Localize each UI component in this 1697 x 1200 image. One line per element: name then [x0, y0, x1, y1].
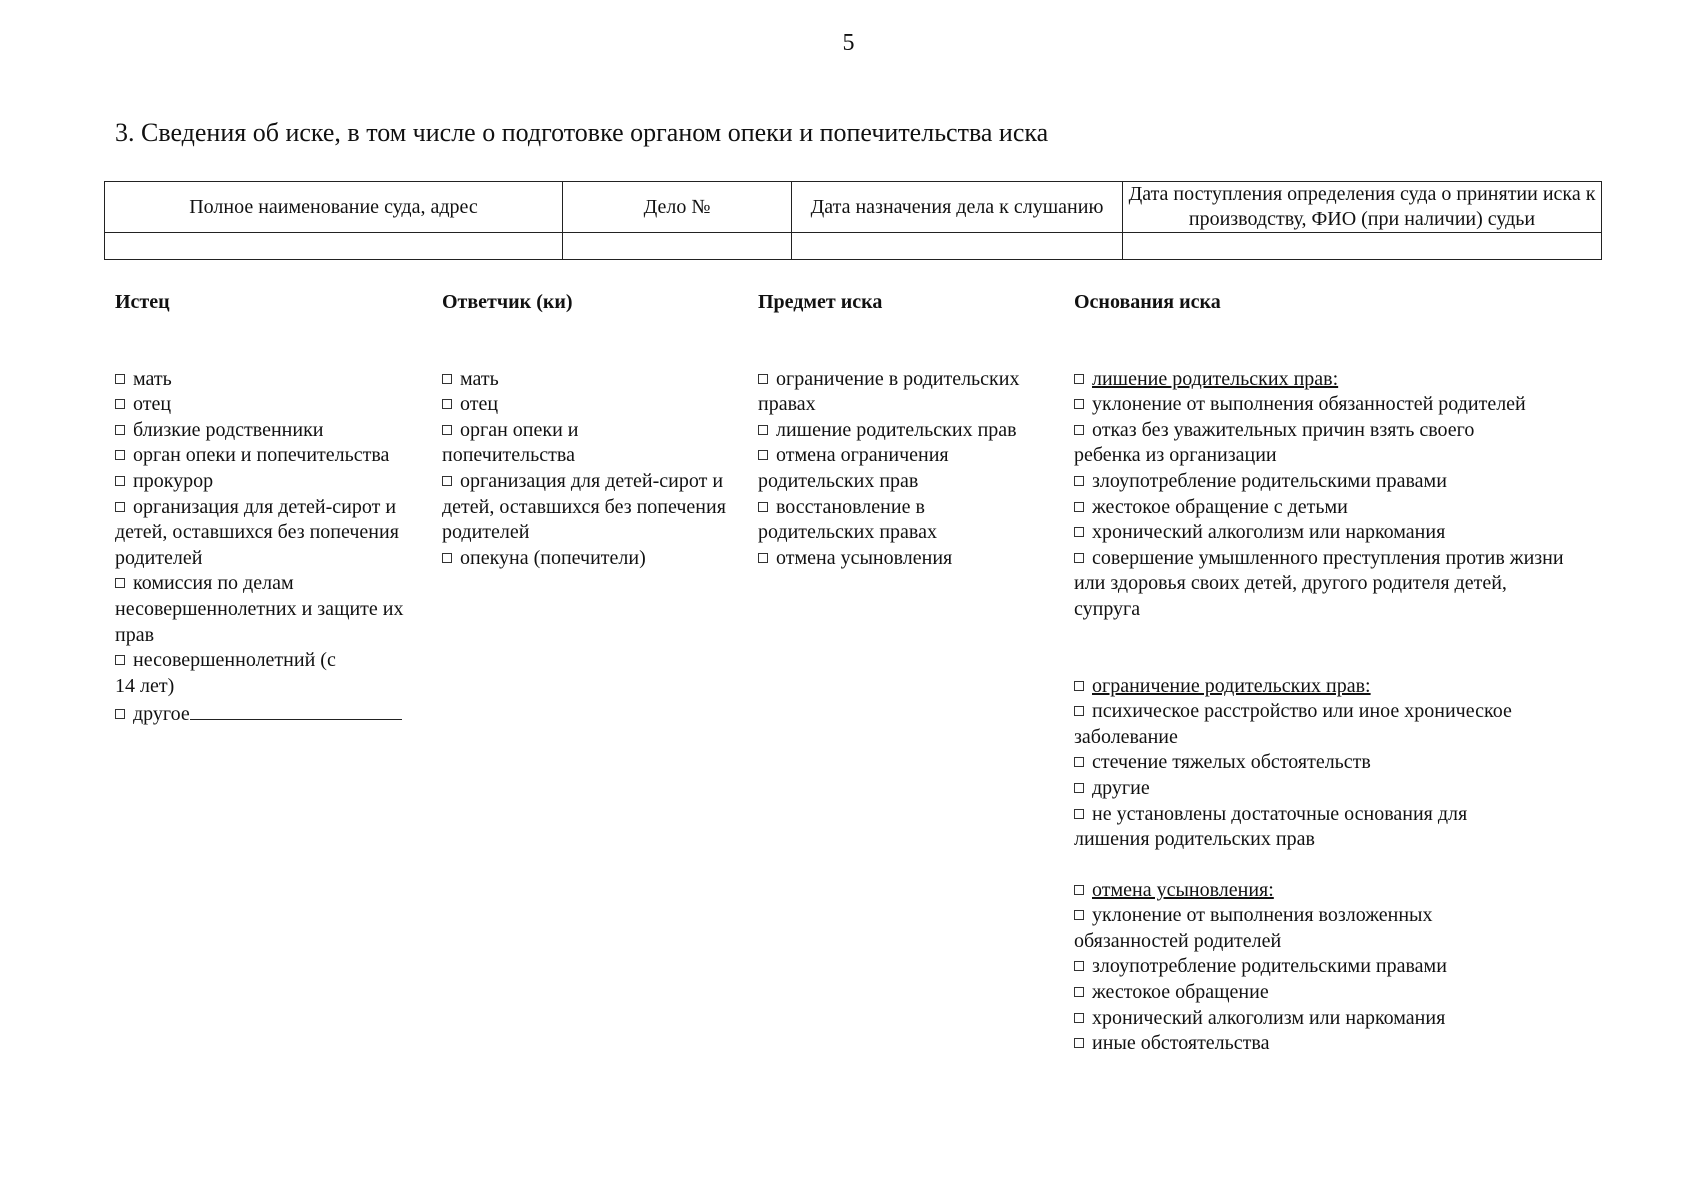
checkbox-icon[interactable] [1074, 527, 1084, 537]
subject-column [758, 290, 1058, 571]
case-number-header: Дело № [563, 182, 792, 233]
option-label: совершение умышленного преступления против жизни или здоровья своих детей, другого родителя детей, супруга [1074, 546, 1564, 620]
grounds-heading: Основания иска [1074, 291, 1221, 313]
checkbox-icon[interactable] [442, 374, 452, 384]
option-label: несовершеннолетний (с 14 лет) [115, 649, 336, 697]
option-label: отмена ограничения родительских прав [758, 444, 949, 492]
subject-options [758, 367, 1058, 572]
option-label: хронический алкоголизм или наркомания [1092, 1006, 1446, 1029]
court-info-table [104, 181, 1602, 260]
checkbox-icon[interactable] [115, 425, 125, 435]
list-item[interactable] [1074, 980, 1594, 1006]
list-item[interactable] [1074, 954, 1594, 980]
list-item[interactable] [442, 392, 742, 418]
checkbox-icon[interactable] [442, 476, 452, 486]
option-label: не установлены достаточные основания для лишения родительских прав [1074, 802, 1468, 851]
list-item[interactable] [115, 392, 420, 418]
option-label: злоупотребление родительскими правами [1092, 955, 1447, 978]
list-item[interactable] [758, 367, 1058, 418]
option-label: комиссия по делам несовершеннолетних и защите их прав [115, 572, 404, 646]
grounds-options [1074, 367, 1594, 623]
checkbox-icon[interactable] [1074, 476, 1084, 486]
defendant-column [442, 290, 742, 571]
option-label: мать [133, 367, 172, 390]
grounds-group-deprivation [1074, 367, 1594, 623]
checkbox-icon[interactable] [1074, 1038, 1084, 1048]
checkbox-icon[interactable] [115, 578, 125, 588]
list-item[interactable] [115, 469, 420, 495]
option-label: другое [133, 703, 190, 726]
list-item[interactable] [1074, 750, 1594, 776]
option-label: лишение родительских прав [776, 418, 1017, 441]
checkbox-icon[interactable] [115, 709, 125, 719]
checkbox-icon[interactable] [115, 502, 125, 512]
list-item[interactable] [115, 418, 420, 444]
list-item[interactable] [442, 469, 742, 546]
list-item[interactable] [115, 367, 420, 393]
group-title: ограничение родительских прав: [1092, 674, 1371, 697]
checkbox-icon[interactable] [442, 425, 452, 435]
court-table-header-row [105, 182, 1602, 233]
checkbox-icon[interactable] [758, 553, 768, 563]
list-item[interactable] [758, 495, 978, 546]
option-label: ограничение в родительских правах [758, 367, 1020, 416]
checkbox-icon[interactable] [1074, 553, 1084, 563]
list-item[interactable] [1074, 418, 1544, 469]
list-item[interactable] [1074, 674, 1594, 700]
group-title: отмена усыновления: [1092, 878, 1274, 901]
checkbox-icon[interactable] [1074, 1013, 1084, 1023]
plaintiff-heading: Истец [115, 291, 170, 313]
list-item[interactable] [1074, 878, 1594, 904]
checkbox-icon[interactable] [1074, 425, 1084, 435]
checkbox-icon[interactable] [1074, 706, 1084, 716]
hearing-date-header: Дата назначения дела к слушанию [792, 182, 1123, 233]
list-item[interactable] [115, 495, 420, 572]
option-label: жестокое обращение с детьми [1092, 495, 1348, 518]
list-item[interactable] [1074, 802, 1524, 853]
checkbox-icon[interactable] [115, 476, 125, 486]
option-label: злоупотребление родительскими правами [1092, 469, 1447, 492]
list-item[interactable] [758, 443, 978, 494]
list-item[interactable] [1074, 903, 1484, 954]
list-item[interactable] [1074, 699, 1564, 750]
option-label: стечение тяжелых обстоятельств [1092, 751, 1371, 774]
checkbox-icon[interactable] [115, 374, 125, 384]
option-label: отец [460, 393, 499, 416]
checkbox-icon[interactable] [1074, 961, 1084, 971]
checkbox-icon[interactable] [1074, 502, 1084, 512]
list-item[interactable] [1074, 367, 1594, 393]
option-label: уклонение от выполнения обязанностей родителей [1092, 393, 1526, 416]
option-label: отмена усыновления [776, 546, 953, 569]
hearing-date-cell[interactable] [792, 233, 1123, 260]
list-item[interactable] [115, 699, 420, 728]
checkbox-icon[interactable] [1074, 783, 1084, 793]
list-item[interactable] [1074, 546, 1564, 623]
option-label: опекуна (попечители) [460, 546, 646, 569]
group-title: лишение родительских прав: [1092, 367, 1339, 390]
list-item[interactable] [1074, 776, 1594, 802]
list-item[interactable] [1074, 495, 1594, 521]
defendant-heading: Ответчик (ки) [442, 291, 573, 313]
checkbox-icon[interactable] [115, 655, 125, 665]
list-item[interactable] [115, 443, 420, 469]
list-item[interactable] [1074, 1031, 1594, 1057]
list-item[interactable] [758, 418, 1058, 444]
list-item[interactable] [442, 418, 612, 469]
list-item[interactable] [1074, 392, 1594, 418]
list-item[interactable] [1074, 469, 1594, 495]
checkbox-icon[interactable] [1074, 757, 1084, 767]
court-table-row [105, 233, 1602, 260]
option-label: близкие родственники [133, 418, 324, 441]
option-label: организация для детей-сирот и детей, оставшихся без попечения родителей [442, 469, 726, 544]
checkbox-icon[interactable] [758, 450, 768, 460]
grounds-options [1074, 878, 1594, 1057]
option-label: мать [460, 367, 499, 390]
list-item[interactable] [115, 571, 420, 648]
grounds-column [1074, 290, 1594, 1057]
checkbox-icon[interactable] [1074, 910, 1084, 920]
checkbox-icon[interactable] [1074, 885, 1084, 895]
ruling-date-judge-header: Дата поступления определения суда о принятии иска к производству, ФИО (при наличии) судьи [1123, 182, 1602, 233]
checkbox-icon[interactable] [758, 374, 768, 384]
grounds-options [1074, 674, 1594, 853]
page-number: 5 [842, 30, 855, 56]
checkbox-icon[interactable] [115, 450, 125, 460]
case-number-cell[interactable] [563, 233, 792, 260]
checkbox-icon[interactable] [442, 399, 452, 409]
list-item[interactable] [442, 367, 742, 393]
option-label: другие [1092, 776, 1150, 799]
option-label: орган опеки и попечительства [133, 444, 390, 467]
court-name-cell[interactable] [105, 233, 563, 260]
list-item[interactable] [758, 546, 1058, 572]
option-label: отец [133, 393, 172, 416]
defendant-options [442, 367, 742, 572]
checkbox-icon[interactable] [758, 425, 768, 435]
ruling-date-judge-cell[interactable] [1123, 233, 1602, 260]
option-label: отказ без уважительных причин взять своего ребенка из организации [1074, 418, 1475, 467]
option-label: организация для детей-сирот и детей, оставшихся без попечения родителей [115, 495, 399, 569]
other-blank-line[interactable] [190, 699, 402, 720]
checkbox-icon[interactable] [1074, 681, 1084, 691]
grounds-group-restriction [1074, 674, 1594, 853]
plaintiff-column [115, 290, 420, 728]
plaintiff-options [115, 367, 420, 728]
grounds-group-adoption-cancel [1074, 878, 1594, 1057]
option-label: орган опеки и попечительства [442, 418, 579, 467]
option-label: прокурор [133, 469, 214, 492]
list-item[interactable] [115, 648, 340, 699]
subject-heading: Предмет иска [758, 291, 883, 313]
checkbox-icon[interactable] [758, 502, 768, 512]
option-label: иные обстоятельства [1092, 1032, 1270, 1055]
list-item[interactable] [442, 546, 742, 572]
checkbox-icon[interactable] [442, 553, 452, 563]
option-label: восстановление в родительских правах [758, 495, 937, 544]
option-label: уклонение от выполнения возложенных обязанностей родителей [1074, 904, 1433, 952]
checkbox-icon[interactable] [1074, 374, 1084, 384]
list-item[interactable] [1074, 1006, 1594, 1032]
list-item[interactable] [1074, 520, 1594, 546]
court-name-header: Полное наименование суда, адрес [105, 182, 563, 233]
checkbox-icon[interactable] [1074, 399, 1084, 409]
section-title: 3. Сведения об иске, в том числе о подготовке органом опеки и попечительства иска [115, 118, 1049, 147]
checkbox-icon[interactable] [1074, 809, 1084, 819]
option-label: хронический алкоголизм или наркомания [1092, 521, 1446, 544]
option-label: психическое расстройство или иное хроническое заболевание [1074, 700, 1512, 748]
checkbox-icon[interactable] [1074, 987, 1084, 997]
checkbox-icon[interactable] [115, 399, 125, 409]
option-label: жестокое обращение [1092, 981, 1269, 1004]
